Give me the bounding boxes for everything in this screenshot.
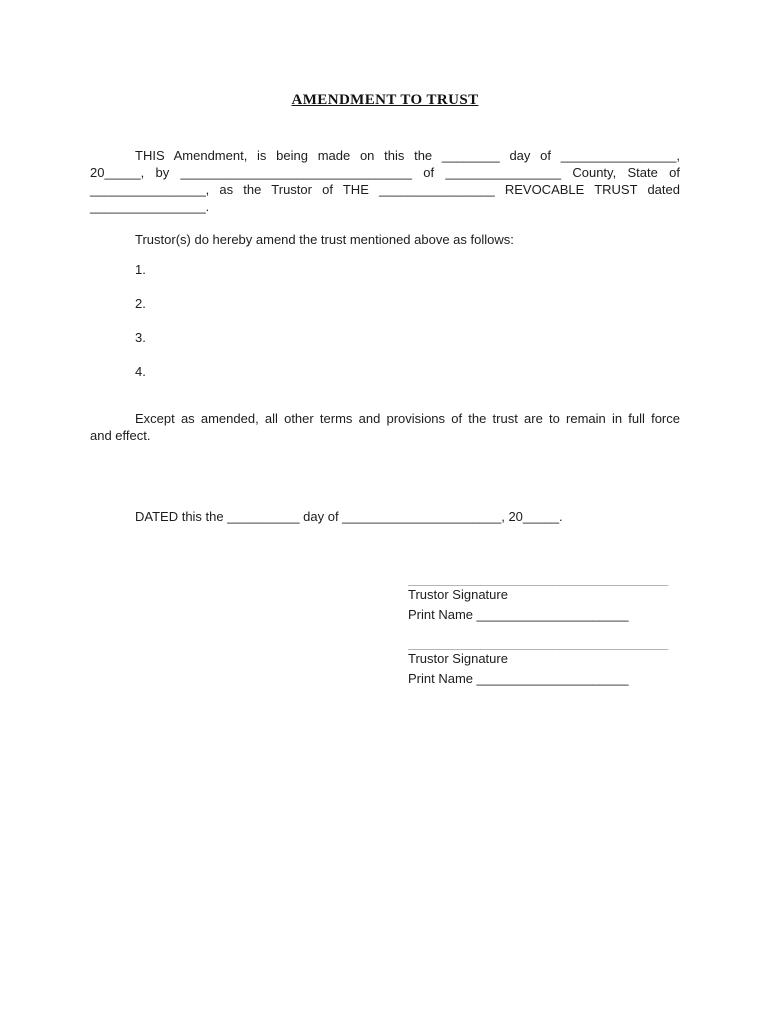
print-name-line: Print Name _____________________ [408, 607, 629, 622]
opening-line-4: ________________. [90, 199, 210, 214]
amendment-item-2: 2. [135, 296, 146, 311]
amendment-item-3: 3. [135, 330, 146, 345]
signature-block-2 [408, 637, 670, 687]
signature-rule: ____________________________________ [408, 637, 669, 650]
signature-area [408, 573, 670, 687]
print-name-line: Print Name _____________________ [408, 671, 629, 686]
amendment-intro: Trustor(s) do hereby amend the trust mentioned above as follows: [135, 232, 514, 247]
amendment-list [90, 261, 680, 380]
opening-paragraph [90, 147, 680, 215]
document-title: AMENDMENT TO TRUST [291, 92, 479, 108]
signature-rule: ____________________________________ [408, 573, 669, 586]
amendment-item-1: 1. [135, 262, 146, 277]
closing-line-1: Except as amended, all other terms and provisions of the trust are to remain in full force [135, 411, 680, 426]
closing-paragraph [90, 410, 680, 444]
signature-block-1 [408, 573, 670, 623]
amendment-item-4: 4. [135, 364, 146, 379]
opening-line-2: 20_____, by ________________________________ of ________________ County, State of [90, 165, 680, 180]
signature-label: Trustor Signature [408, 651, 508, 666]
dated-line: DATED this the __________ day of ______________________, 20_____. [135, 509, 563, 524]
opening-line-1: THIS Amendment, is being made on this the ________ day of ________________, [135, 148, 680, 163]
signature-label: Trustor Signature [408, 587, 508, 602]
opening-line-3: ________________, as the Trustor of THE ________________ REVOCABLE TRUST dated [90, 182, 680, 197]
closing-line-2: and effect. [90, 428, 151, 443]
